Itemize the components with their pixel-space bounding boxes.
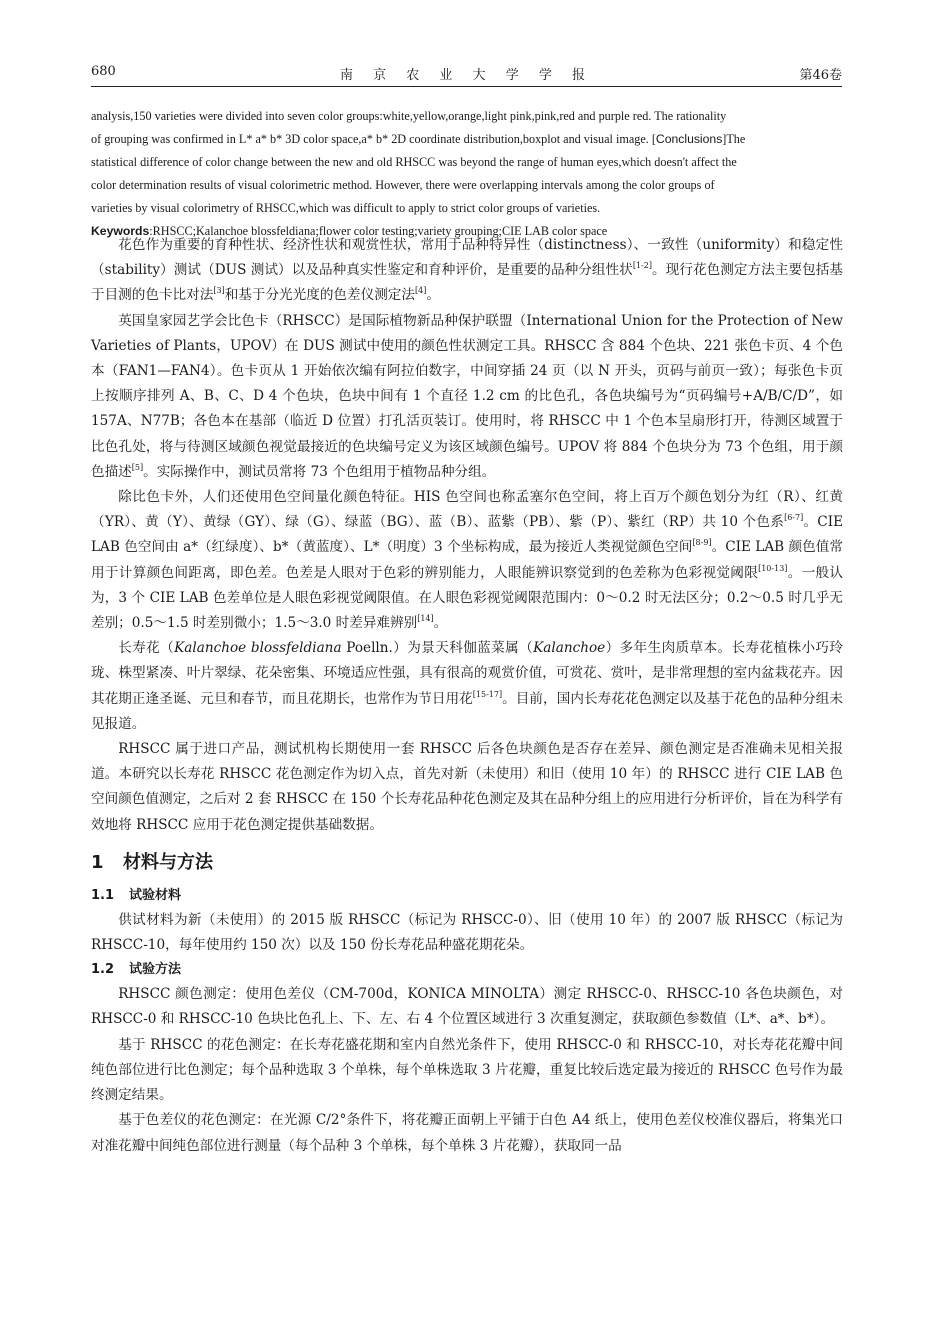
paragraph: 除比色卡外，人们还使用色空间量化颜色特征。HIS 色空间也称孟塞尔色空间，将上百万个颜色划分为红（R）、红黄（YR）、黄（Y）、黄绿（GY）、绿（G）、绿蓝（BG）、蓝（B）、蓝紫（PB）、紫（P）、紫红（RP）共 10 个色系[6-7]。CIE LAB 色空间由 a*（红绿度）、b*（黄蓝度）、L*（明度）3 个坐标构成，最为接近人类视觉颜色空间[8-9]。CIE LAB 颜色值常用于计算颜色间距离，即色差。色差是人眼对于色彩的辨别能力，人眼能辨识察觉到的色差称为色彩视觉阈限[10-13]。一般认为，3 个 CIE LAB 色差单位是人眼色彩视觉阈限值。在人眼色彩视觉阈限范围内：0～0.2 时无法区分；0.2～0.5 时几乎无差别；0.5～1.5 时差别微小；1.5～3.0 时差异难辨别[14]。 bbox=[91, 489, 843, 632]
conclusions-tag: Conclusions bbox=[655, 132, 723, 146]
abstract-line: statistical difference of color change between the new and old RHSCC was beyond the range of human eyes,which doesn't affect the bbox=[91, 155, 737, 169]
citation: [10-13] bbox=[758, 563, 788, 573]
paragraph: 基于 RHSCC 的花色测定：在长寿花盛花期和室内自然光条件下，使用 RHSCC-0 和 RHSCC-10，对长寿花花瓣中间纯色部位进行比色测定；每个品种选取 3 个单株，每个单株选取 3 片花瓣，重复比较后选定最为接近的 RHSCC 色号作为最终测定结果。 bbox=[91, 1036, 843, 1104]
citation: [15-17] bbox=[472, 689, 503, 699]
abstract-line: analysis,150 varieties were divided into seven color groups:white,yellow,orange,light pink,pink,red and purple red. The rationality bbox=[91, 109, 727, 123]
journal-title: 南 京 农 业 大 学 学 报 bbox=[340, 68, 593, 83]
page-number: 680 bbox=[91, 64, 116, 79]
paragraph: 英国皇家园艺学会比色卡（RHSCC）是国际植物新品种保护联盟（International Union for the Protection of New Varieties of Plants，UPOV）在 DUS 测试中使用的颜色性状测定工具。RHSCC 含 884 个色块、221 张色卡页、4 个色本（FAN1—FAN4）。色卡页从 1 开始依次编有阿拉伯数字，中间穿插 24 页（以 N 开头，页码与前页一致）；每张色卡页上按顺序排列 A、B、C、D 4 个色块，色块中间有 1 个直径 1.2 cm 的比色孔，各色块编号为“页码编号+A/B/C/D”，如 157A、N77B；各色本在基部（临近 D 位置）打孔活页装订。使用时，将 RHSCC 中 1 个色本呈扇形打开，待测区域置于比色孔处，将与待测区域颜色视觉最接近的色块编号定义为该区域颜色编号。UPOV 将 884 个色块分为 73 个色组，用于颜色描述[5]。实际操作中，测试员常将 73 个色组用于植物品种分组。 bbox=[91, 312, 843, 480]
section-heading: 1 材料与方法 bbox=[91, 851, 213, 873]
paragraph: RHSCC 属于进口产品，测试机构长期使用一套 RHSCC 后各色块颜色是否存在差异、颜色测定是否准确未见相关报道。本研究以长寿花 RHSCC 花色测定作为切入点，首先对新（未使用）和旧（使用 10 年）的 RHSCC 进行 CIE LAB 色空间颜色值测定，之后对 2 套 RHSCC 在 150 个长寿花品种花色测定及其在品种分组上的应用进行分析评价，旨在为科学有效地将 RHSCC 应用于花色测定提供基础数据。 bbox=[91, 741, 843, 833]
citation: [14] bbox=[417, 614, 434, 624]
subsection-heading: 1.2 试验方法 bbox=[91, 962, 182, 978]
citation: [4] bbox=[415, 286, 427, 296]
running-header bbox=[91, 62, 842, 87]
abstract-line: varieties by visual colorimetry of RHSCC,which was difficult to apply to strict color groups of varieties. bbox=[91, 201, 601, 215]
citation: [1-2] bbox=[632, 261, 652, 271]
citation: [6-7] bbox=[784, 513, 804, 523]
subsection-heading: 1.1 试验材料 bbox=[91, 887, 182, 903]
species-name: Kalanchoe blossfeldiana bbox=[174, 640, 342, 657]
volume-label: 第46卷 bbox=[799, 68, 842, 83]
english-abstract bbox=[91, 105, 843, 243]
paragraph: 供试材料为新（未使用）的 2015 版 RHSCC（标记为 RHSCC-0）、旧（使用 10 年）的 2007 版 RHSCC（标记为 RHSCC-10，每年使用约 150 次）以及 150 份长寿花品种盛花期花朵。 bbox=[91, 911, 843, 954]
paragraph: 基于色差仪的花色测定：在光源 C/2°条件下，将花瓣正面朝上平铺于白色 A4 纸上，使用色差仪校准仪器后，将集光口对准花瓣中间纯色部位进行测量（每个品种 3 个单株，每个单株 3 片花瓣），获取同一品 bbox=[91, 1112, 843, 1154]
main-body bbox=[91, 233, 843, 1159]
abstract-line: of grouping was confirmed in L* a* b* 3D color space,a* b* 2D coordinate distribution,boxplot and visual image. [Conclusions]The bbox=[91, 132, 746, 146]
paragraph: 长寿花（Kalanchoe blossfeldiana Poelln.）为景天科伽蓝菜属（Kalanchoe）多年生肉质草本。长寿花植株小巧玲珑、株型紧凑、叶片翠绿、花朵密集、环境适应性强，具有很高的观赏价值，可赏花、赏叶，是非常理想的室内盆栽花卉。因其花期正逢圣诞、元旦和春节，而且花期长，也常作为节日用花[15-17]。目前，国内长寿花花色测定以及基于花色的品种分组未见报道。 bbox=[91, 640, 844, 732]
genus-name: Kalanchoe bbox=[533, 640, 606, 657]
citation: [5] bbox=[131, 462, 144, 472]
keywords-label: Keywords bbox=[91, 224, 150, 238]
citation: [8-9] bbox=[692, 538, 712, 548]
paragraph: 花色作为重要的育种性状、经济性状和观赏性状，常用于品种特异性（distinctness）、一致性（uniformity）和稳定性（stability）测试（DUS 测试）以及品种真实性鉴定和育种评价，是重要的品种分组性状[1-2]。现行花色测定方法主要包括基于目测的色卡比对法[3]和基于分光光度的色差仪测定法[4]。 bbox=[91, 237, 844, 304]
abstract-line: color determination results of visual colorimetric method. However, there were overlapping intervals among the color groups of bbox=[91, 178, 715, 192]
paragraph: RHSCC 颜色测定：使用色差仪（CM-700d，KONICA MINOLTA）测定 RHSCC-0、RHSCC-10 各色块颜色，对 RHSCC-0 和 RHSCC-10 色块比色孔上、下、左、右 4 个位置区域进行 3 次重复测定，获取颜色参数值（L*、a*、b*）。 bbox=[91, 986, 843, 1028]
keywords-text: :RHSCC;Kalanchoe blossfeldiana;flower color testing;variety grouping;CIE LAB color space bbox=[149, 224, 608, 238]
citation: [3] bbox=[213, 286, 225, 296]
